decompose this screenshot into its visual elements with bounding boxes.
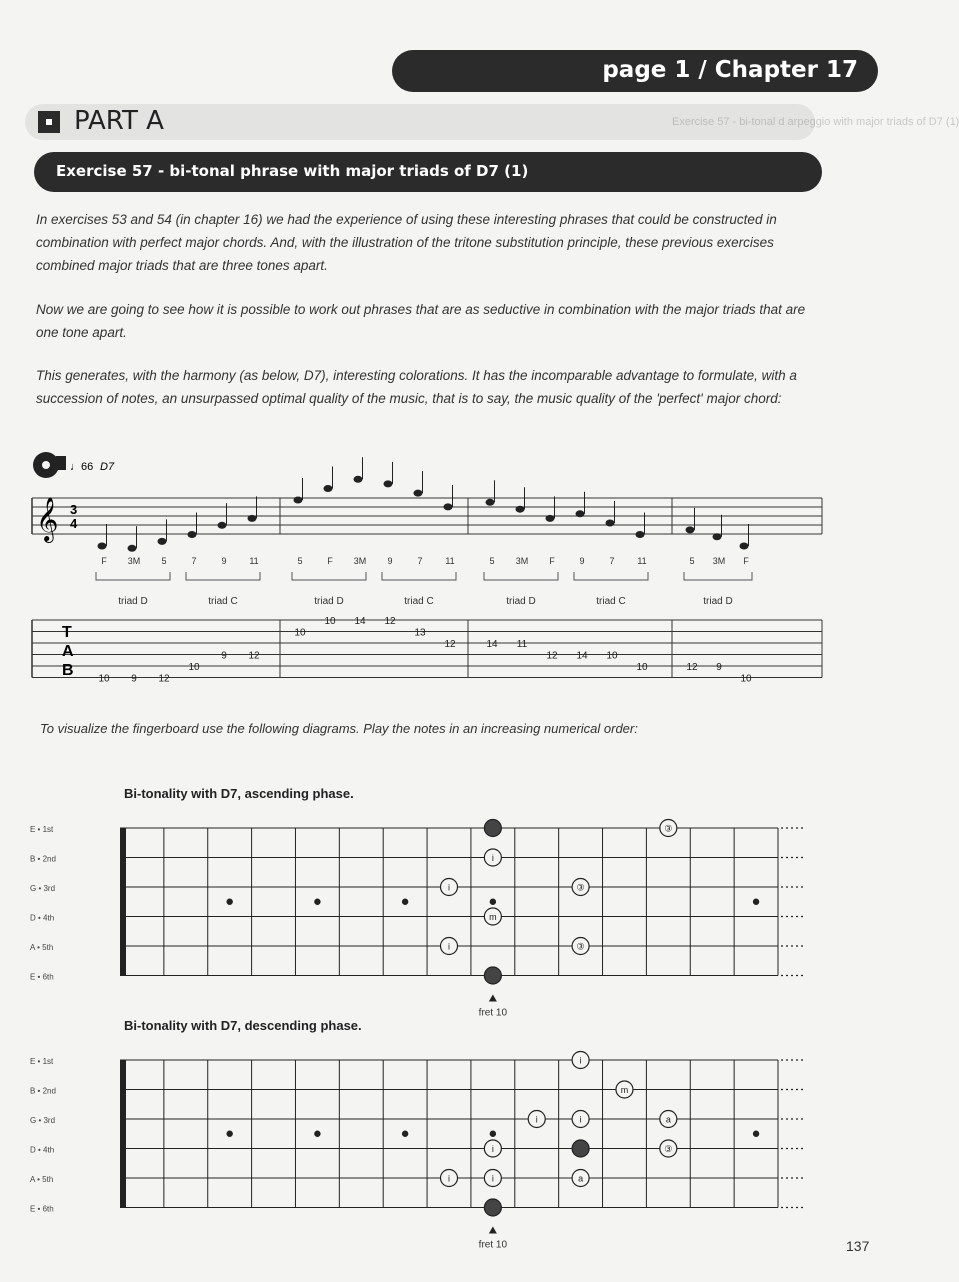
string-label: A • 5th <box>30 943 54 952</box>
cd-icon <box>33 452 66 478</box>
tab-number: 13 <box>414 627 426 639</box>
tab-number: 14 <box>486 639 498 650</box>
fret-marker-dot <box>314 899 320 905</box>
triad-bracket <box>292 572 366 580</box>
note-head <box>324 485 333 492</box>
tab-staff <box>32 620 822 678</box>
string-label: E • 6th <box>30 1204 54 1214</box>
tab-number: 9 <box>221 650 227 662</box>
note-head <box>294 497 303 504</box>
triad-bracket <box>574 572 648 580</box>
tab-letter-t: T <box>62 624 72 641</box>
note-head <box>576 510 585 517</box>
tab-numbers <box>98 616 752 685</box>
tab-number: 10 <box>740 673 752 685</box>
string-label: D • 4th <box>30 1145 55 1155</box>
bleed-through-text: Exercise 57 - bi-tonal d arpeggio with major triads of D7 (1) <box>672 116 959 128</box>
tab-number: 12 <box>384 616 396 627</box>
string-label: E • 6th <box>30 972 54 982</box>
degree-label: F <box>101 556 107 566</box>
note-head <box>188 531 197 538</box>
note-finger-label: ③ <box>664 823 673 834</box>
note-finger-label: i <box>579 1114 582 1125</box>
tab-letter-b: B <box>62 662 74 679</box>
chapter-header <box>392 50 878 92</box>
note-head <box>686 526 695 533</box>
string-label: D • 4th <box>30 913 55 923</box>
fret-label: fret 10 <box>478 1007 508 1019</box>
triad-brackets <box>96 572 752 607</box>
tab-number: 11 <box>516 639 528 650</box>
degree-label: 3M <box>353 556 367 566</box>
tab-number: 10 <box>188 662 200 673</box>
note-head <box>414 490 423 497</box>
fret-marker-dot <box>314 1131 320 1137</box>
time-signature-top: 3 <box>70 502 78 517</box>
degree-label: 3M <box>712 556 726 566</box>
note-finger-label: i <box>448 941 450 952</box>
note-head <box>354 476 363 483</box>
nut <box>120 1060 126 1208</box>
string-label: E • 1st <box>30 1057 54 1066</box>
note-head <box>98 543 107 550</box>
time-signature-bottom: 4 <box>70 516 78 531</box>
tab-number: 12 <box>158 673 170 685</box>
degree-label: 9 <box>387 556 393 566</box>
note-finger-label: i <box>579 1055 582 1066</box>
triad-bracket <box>382 572 456 580</box>
degree-label: 3M <box>127 556 141 566</box>
degree-label: 7 <box>191 556 197 566</box>
fingerboard-diagram-ascending <box>0 808 900 1018</box>
tab-number: 10 <box>294 627 306 639</box>
root-note-marker <box>484 1199 501 1216</box>
fret-marker-dot <box>226 1131 232 1137</box>
diagram-title-ascending: Bi-tonality with D7, ascending phase. <box>124 786 354 801</box>
triad-label: triad C <box>596 596 626 607</box>
root-note-marker <box>572 1140 589 1157</box>
note-finger-label: m <box>489 912 497 922</box>
note-finger-label: i <box>448 882 450 893</box>
tab-number: 10 <box>636 662 648 673</box>
root-note-marker <box>484 967 501 984</box>
page-number: 137 <box>846 1238 870 1254</box>
note-finger-label: i <box>491 853 494 863</box>
note-head <box>546 515 555 522</box>
fingerboard-diagram-descending <box>0 1040 900 1252</box>
tab-number: 12 <box>686 662 698 673</box>
note-finger-label: m <box>620 1085 629 1095</box>
note-head <box>713 533 722 540</box>
exercise-title: Exercise 57 - bi-tonal phrase with major triads of D7 (1) <box>56 162 529 180</box>
tab-letter-a: A <box>62 643 74 660</box>
note-head <box>158 538 167 545</box>
triad-label: triad D <box>703 596 733 607</box>
chord-symbol: D7 <box>100 461 115 473</box>
note-head <box>128 545 137 552</box>
triad-bracket <box>484 572 558 580</box>
root-note-marker <box>484 820 501 837</box>
tab-number: 12 <box>248 650 260 662</box>
fret-marker-dot <box>402 1131 408 1137</box>
note-finger-label: ③ <box>576 941 585 952</box>
triad-label: triad D <box>314 596 344 607</box>
note-finger-label: ③ <box>664 1144 673 1154</box>
fret-arrow-icon <box>489 995 497 1002</box>
notes-layer <box>98 457 749 552</box>
degree-label: 3M <box>515 556 529 566</box>
degree-label: 11 <box>637 556 647 566</box>
note-finger-label: a <box>665 1114 671 1125</box>
note-head <box>606 520 615 527</box>
tab-number: 14 <box>576 650 588 662</box>
fret-marker-dot <box>226 899 232 905</box>
tab-number: 10 <box>606 650 618 662</box>
part-title: PART A <box>74 106 164 136</box>
note-head <box>218 522 227 529</box>
triad-label: triad C <box>208 596 238 607</box>
triad-label: triad D <box>118 596 148 607</box>
degree-label: 11 <box>249 556 259 566</box>
degree-label: F <box>327 556 333 566</box>
fret-marker-dot <box>490 1131 496 1137</box>
fret-marker-dot <box>402 899 408 905</box>
degree-label: 11 <box>445 556 455 566</box>
tab-number: 14 <box>354 616 366 627</box>
tab-number: 10 <box>324 616 336 627</box>
degree-label: 5 <box>689 556 695 566</box>
note-head <box>384 480 393 487</box>
note-finger-label: a <box>578 1173 584 1184</box>
treble-clef-icon: 𝄞 <box>36 499 59 541</box>
string-label: G • 3rd <box>30 1116 56 1125</box>
degree-label: 9 <box>579 556 585 566</box>
triad-bracket <box>96 572 170 580</box>
staff <box>32 498 822 534</box>
fret-arrow-icon <box>489 1227 497 1234</box>
string-label: G • 3rd <box>30 884 56 893</box>
diagram-title-descending: Bi-tonality with D7, descending phase. <box>124 1018 362 1033</box>
note-finger-label: ③ <box>576 882 585 893</box>
note-finger-label: i <box>491 1173 494 1184</box>
fret-marker-dot <box>753 899 759 905</box>
triad-label: triad C <box>404 596 434 607</box>
note-head <box>740 543 749 550</box>
triad-bracket <box>186 572 260 580</box>
chapter-label: page 1 / Chapter 17 <box>602 57 858 83</box>
tab-number: 12 <box>444 639 456 650</box>
degree-labels <box>101 556 749 566</box>
string-label: E • 1st <box>30 825 54 834</box>
triad-label: triad D <box>506 596 536 607</box>
degree-label: F <box>743 556 749 566</box>
note-head <box>248 515 257 522</box>
degree-label: 7 <box>609 556 615 566</box>
string-label: B • 2nd <box>30 854 56 864</box>
note-finger-label: i <box>491 1144 494 1154</box>
string-label: B • 2nd <box>30 1086 56 1096</box>
degree-label: 5 <box>489 556 495 566</box>
music-score <box>0 440 900 710</box>
degree-label: 7 <box>417 556 423 566</box>
note-head <box>636 531 645 538</box>
degree-label: 5 <box>297 556 303 566</box>
fret-marker-dot <box>753 1131 759 1137</box>
tab-number: 10 <box>98 673 110 685</box>
fret-label: fret 10 <box>478 1239 508 1251</box>
degree-label: 9 <box>221 556 227 566</box>
fingerboard-hint: To visualize the fingerboard use the following diagrams. Play the notes in an increasing numerical order: <box>40 721 638 736</box>
paragraph-2: Now we are going to see how it is possible to work out phrases that are as seductive in combination with the major triads that are one tone apart. <box>36 302 806 340</box>
string-label: A • 5th <box>30 1175 54 1184</box>
note-head <box>444 503 453 510</box>
paragraph-1: In exercises 53 and 54 (in chapter 16) we had the experience of using these interesting phrases that could be constructed in combination with perfect major chords. And, with the illustration of the tritone substitution principle, these previous exercises combined major triads that are three tones apart. <box>36 212 777 273</box>
tab-number: 12 <box>546 650 558 662</box>
note-finger-label: i <box>535 1114 538 1125</box>
tab-number: 9 <box>716 662 722 673</box>
degree-label: F <box>549 556 555 566</box>
tab-number: 9 <box>131 673 137 685</box>
fret-marker-dot <box>490 899 496 905</box>
part-bullet-icon <box>38 111 60 133</box>
tempo-marking: ♩66 <box>70 461 94 473</box>
note-head <box>516 506 525 513</box>
paragraph-3: This generates, with the harmony (as below, D7), interesting colorations. It has the incomparable advantage to formulate, with a succession of notes, an unsurpassed optimal quality of the music, that is to say, the music quality of the 'perfect' major chord: <box>36 368 797 406</box>
nut <box>120 828 126 976</box>
triad-bracket <box>684 572 752 580</box>
degree-label: 5 <box>161 556 167 566</box>
note-finger-label: i <box>448 1173 450 1184</box>
note-head <box>486 499 495 506</box>
